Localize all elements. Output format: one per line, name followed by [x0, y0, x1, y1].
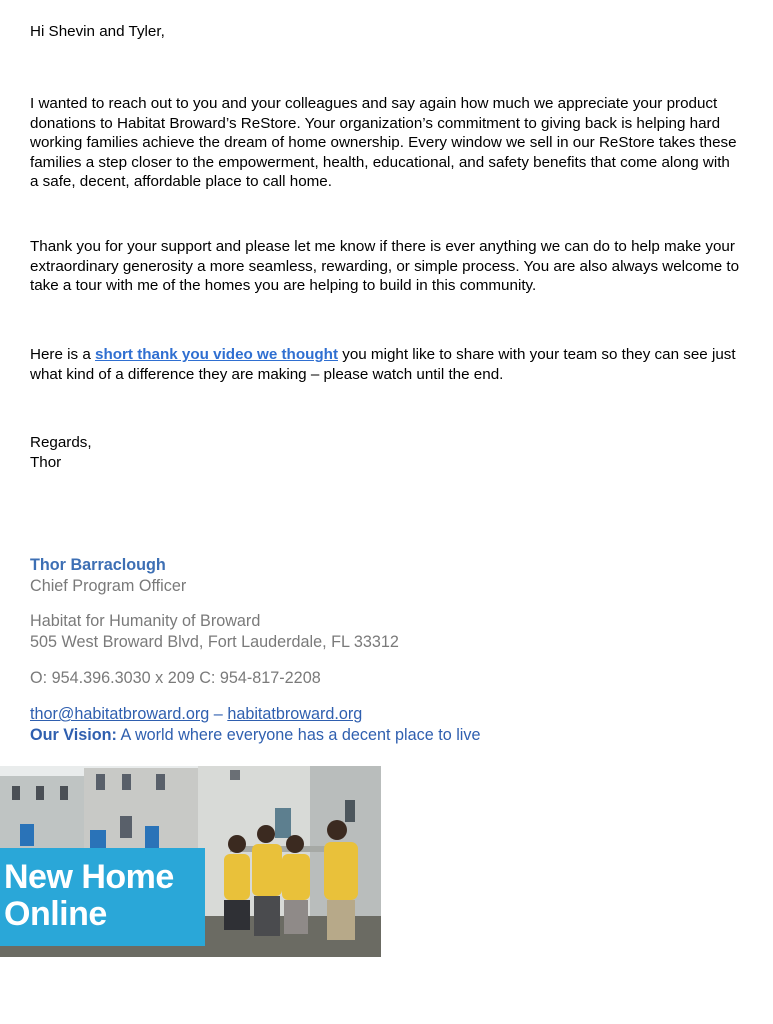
banner-box: [0, 848, 205, 946]
signature-links: [30, 704, 362, 725]
banner-line1: New Home: [4, 858, 174, 896]
signature-org: Habitat for Humanity of Broward: [30, 612, 261, 630]
closing-sender: Thor: [30, 453, 62, 471]
signature-address: 505 West Broward Blvd, Fort Lauderdale, FL 33312: [30, 633, 399, 651]
new-home-online-banner[interactable]: [0, 766, 381, 957]
paragraph-video: [30, 345, 742, 384]
email-link[interactable]: thor@habitatbroward.org: [30, 705, 210, 723]
link-separator: –: [209, 705, 228, 723]
closing-regards: Regards,: [30, 434, 92, 451]
vision-text: A world where everyone has a decent place to live: [116, 726, 481, 744]
website-link[interactable]: habitatbroward.org: [227, 705, 363, 723]
paragraph-thanks: Thank you for your support and please let me know if there is ever anything we can do to help make your extraordinary generosity a more seamless, rewarding, or simple process. You are also always welcome to take a tour with me of the homes you are helping to build in this community.: [30, 238, 740, 295]
vision-label: Our Vision:: [30, 726, 117, 744]
paragraph-appreciation: I wanted to reach out to you and your colleagues and say again how much we appreciate your product donations to Habitat Broward’s ReStore. Your organization’s commitment to giving back is helping hard working families achieve the dream of home ownership. Every window we sell in our ReStore takes these families a step closer to the empowerment, health, educational, and safety benefits that come along with a safe, decent, affordable place to call home.: [30, 95, 737, 191]
signature-phones: O: 954.396.3030 x 209 C: 954-817-2208: [30, 669, 321, 687]
banner-line2: Online: [4, 895, 107, 933]
signature-vision: [30, 725, 481, 746]
signature-title: Chief Program Officer: [30, 577, 187, 595]
signature-name: Thor Barraclough: [30, 556, 166, 574]
closing: [30, 433, 92, 472]
greeting: Hi Shevin and Tyler,: [30, 23, 165, 40]
video-link[interactable]: short thank you video we thought: [95, 346, 338, 363]
video-suffix: you might like to share with your team so they can see just what kind of a difference they are making – please watch until the end.: [30, 346, 736, 383]
video-prefix: Here is a: [30, 346, 95, 363]
